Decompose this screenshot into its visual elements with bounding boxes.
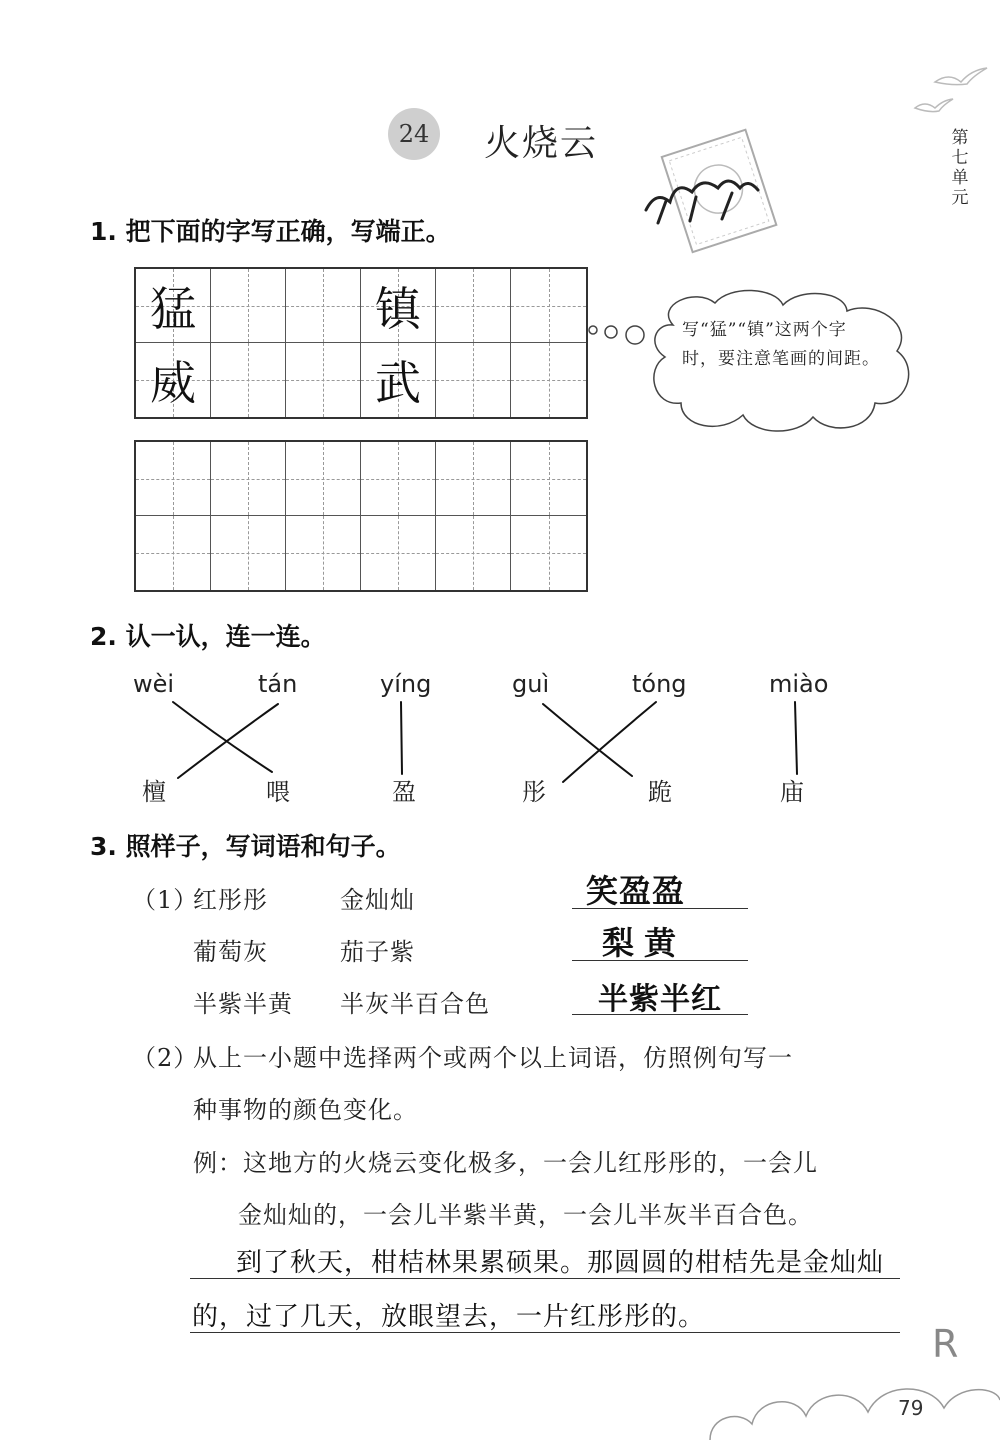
tip-text: 写“猛”“镇”这两个字时，要注意笔画的间距。 xyxy=(682,320,880,369)
handwritten-answer: 笑盈盈 xyxy=(586,872,686,910)
practice-cell[interactable] xyxy=(361,516,436,590)
q3-heading: 3. 照样子，写词语和句子。 xyxy=(90,832,401,861)
practice-cell[interactable] xyxy=(286,516,361,590)
handwritten-answer: 半紫半红 xyxy=(598,982,722,1017)
example-line1: 例：这地方的火烧云变化极多，一会儿红彤彤的，一会儿 xyxy=(193,1149,818,1177)
char-item: 檀 xyxy=(142,778,166,806)
practice-cell[interactable] xyxy=(286,442,361,516)
grid-cell xyxy=(136,269,211,343)
practice-cell[interactable] xyxy=(511,516,586,590)
word-a: 半紫半黄 xyxy=(193,990,293,1018)
sentence-answer-line2[interactable] xyxy=(190,1294,900,1333)
lesson-number-badge: 24 xyxy=(388,108,440,160)
pinyin-item: tán xyxy=(258,670,298,698)
page-number: 79 xyxy=(898,1396,924,1420)
grid-cell xyxy=(361,269,436,343)
grid-cell xyxy=(361,343,436,417)
practice-cell[interactable] xyxy=(361,442,436,516)
grid-cell xyxy=(436,269,511,343)
practice-cell[interactable] xyxy=(136,516,211,590)
part2-instruction-line1: 从上一小题中选择两个或两个以上词语，仿照例句写一 xyxy=(193,1044,793,1072)
model-char: 镇 xyxy=(375,281,421,336)
word-a: 红彤彤 xyxy=(193,886,268,914)
handwritten-sentence: 的，过了几天，放眼望去，一片红彤彤的。 xyxy=(192,1302,706,1332)
practice-cell[interactable] xyxy=(211,516,286,590)
grid-cell xyxy=(436,343,511,417)
cloud-decoration-icon xyxy=(700,1360,1000,1442)
pinyin-item: miào xyxy=(769,670,829,698)
unit-label: 第七单元 xyxy=(951,128,969,208)
stamp-icon xyxy=(638,125,788,265)
char-item: 喂 xyxy=(266,778,290,806)
pinyin-item: tóng xyxy=(632,670,687,698)
part1-label: （1） xyxy=(132,886,199,914)
lesson-title: 火烧云 xyxy=(484,123,599,164)
word-b: 金灿灿 xyxy=(340,886,415,914)
pinyin-item: wèi xyxy=(133,670,175,698)
handwritten-answer: 梨黄 xyxy=(602,924,687,962)
practice-cell[interactable] xyxy=(436,442,511,516)
q2-heading: 2. 认一认，连一连。 xyxy=(90,622,326,651)
model-char-grid xyxy=(134,267,588,419)
part2-label: （2） xyxy=(132,1044,199,1072)
grid-cell xyxy=(511,343,586,417)
practice-cell[interactable] xyxy=(136,442,211,516)
grid-cell xyxy=(211,269,286,343)
char-item: 庙 xyxy=(780,778,804,806)
char-item: 彤 xyxy=(522,778,546,806)
pinyin-item: yíng xyxy=(380,670,432,698)
sentence-answer-line1[interactable] xyxy=(190,1240,900,1279)
word-a: 葡萄灰 xyxy=(193,938,268,966)
part2-instruction-line2: 种事物的颜色变化。 xyxy=(193,1096,418,1124)
practice-grid xyxy=(134,440,588,592)
practice-cell[interactable] xyxy=(211,442,286,516)
char-item: 跪 xyxy=(648,778,672,806)
model-char: 猛 xyxy=(150,281,196,336)
char-item: 盈 xyxy=(392,778,416,806)
example-line2: 金灿灿的，一会儿半紫半黄，一会儿半灰半百合色。 xyxy=(238,1201,813,1229)
pinyin-item: guì xyxy=(512,670,550,698)
model-char: 威 xyxy=(150,356,196,410)
handwritten-sentence: 到了秋天，柑桔林果累硕果。那圆圆的柑桔先是金灿灿 xyxy=(236,1248,885,1278)
answer-field[interactable] xyxy=(572,868,748,909)
practice-cell[interactable] xyxy=(511,442,586,516)
model-char: 武 xyxy=(375,356,421,410)
word-b: 半灰半百合色 xyxy=(340,990,490,1018)
grid-cell xyxy=(286,343,361,417)
q1-heading: 1. 把下面的字写正确，写端正。 xyxy=(90,217,451,246)
grid-cell xyxy=(511,269,586,343)
birds-decoration xyxy=(905,60,995,120)
word-b: 茄子紫 xyxy=(340,938,415,966)
grid-cell xyxy=(211,343,286,417)
answer-field[interactable] xyxy=(572,974,748,1015)
grid-cell xyxy=(286,269,361,343)
grid-cell xyxy=(136,343,211,417)
practice-cell[interactable] xyxy=(436,516,511,590)
answer-field[interactable] xyxy=(572,920,748,961)
publisher-logo: R xyxy=(932,1322,959,1366)
